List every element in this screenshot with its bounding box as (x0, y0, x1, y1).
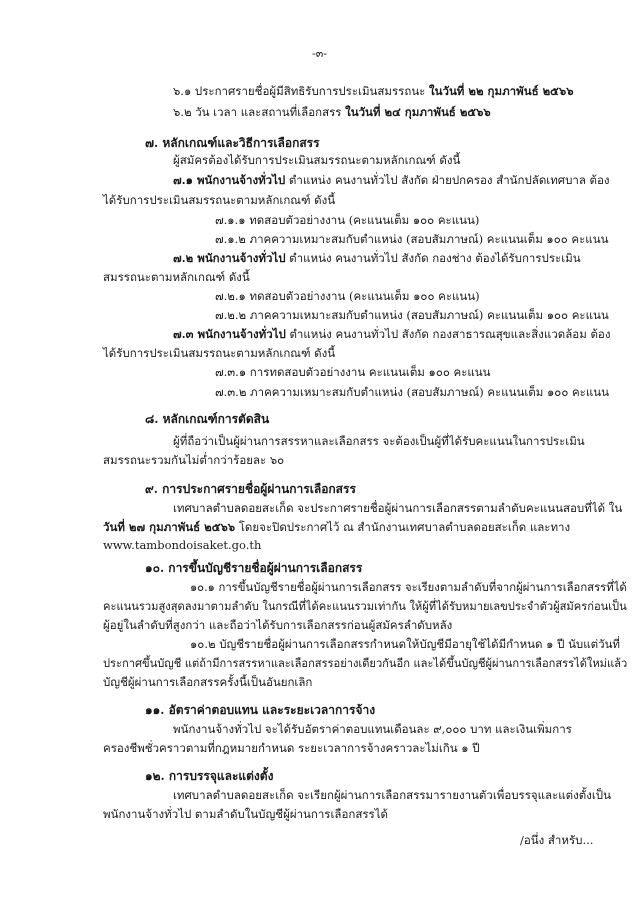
text-segment: /อนึ่ง สำหรับ... (520, 833, 594, 847)
text-segment: พนักงานจ้างทั่วไป ตามลำดับในบัญชีผู้ผ่านการเลือกสรรได้ (103, 807, 388, 821)
text-segment: ๗.๓.๒ ภาคความเหมาะสมกับตำแหน่ง (สอบสัมภาษณ์) คะแนนเต็ม ๑๐๐ คะแนน (215, 385, 609, 399)
text-segment: วันที่ ๒๗ กุมภาพันธ์ ๒๕๖๖ (103, 520, 236, 534)
line-7-3-2 (215, 385, 609, 399)
text-segment: ๘. หลักเกณฑ์การตัดสิน (145, 412, 270, 426)
text-segment: เทศบาลตำบลดอยสะเก็ด จะเรียกผู้ผ่านการเลือกสรรมารายงานตัวเพื่อบรรจุและแต่งตั้งเป็น (173, 788, 611, 802)
text-segment: ผู้ที่ถือว่าเป็นผู้ผ่านการสรรหาและเลือกสรร จะต้องเป็นผู้ที่ได้รับคะแนนในการประเมิน (173, 434, 585, 448)
text-segment: ครองชีพชั่วคราวตามที่กฎหมายกำหนด ระยะเวลาการจ้างคราวละไม่เกิน ๑ ปี (103, 741, 480, 755)
text-segment: ได้รับการประเมินสมรรถนะตามหลักเกณฑ์ ดังนี้ (103, 193, 336, 207)
text-segment: ๗.๑ พนักงานจ้างทั่วไป (173, 173, 286, 187)
line-7-2-1 (215, 289, 480, 303)
line-7-1 (173, 173, 610, 187)
line-7-3-cont (103, 346, 335, 360)
text-segment: ๗.๑.๑ ทดสอบตัวอย่างงาน (คะแนนเต็ม ๑๐๐ คะแนน) (215, 213, 480, 227)
text-segment: ตำแหน่ง คนงานทั่วไป สังกัด กองสาธารณสุขและสิ่งแวดล้อม ต้อง (285, 327, 611, 341)
line-6-2 (173, 105, 491, 119)
text-segment: ๗.๓.๑ การทดสอบตัวอย่างงาน คะแนนเต็ม ๑๐๐ คะแนน (215, 365, 491, 379)
text-segment: ประกาศขึ้นบัญชี แต่ถ้ามีการสรรหาและเลือกสรรอย่างเดียวกันอีก และได้ขึ้นบัญชีผู้ผ่านการเลือกสรรได้ใหม่แล้ว (103, 656, 628, 670)
text-segment: ผู้อยู่ในลำดับที่สูงกว่า และถือว่าได้รับการเลือกสรรก่อนผู้สมัครลำดับหลัง (103, 618, 453, 632)
line-6-1 (173, 84, 574, 98)
text-segment: ๑๑. อัตราค่าตอบแทน และระยะเวลาการจ้าง (145, 703, 376, 717)
text-segment: ในวันที่ ๒๔ กุมภาพันธ์ ๒๕๖๖ (345, 105, 491, 119)
text-segment: ๖.๑ ประกาศรายชื่อผู้มีสิทธิรับการประเมินสมรรถนะ (173, 84, 430, 98)
text-segment: ได้รับการประเมินสมรรถนะตามหลักเกณฑ์ ดังนี้ (103, 346, 336, 360)
text-segment: ๙. การประกาศรายชื่อผู้ผ่านการเลือกสรร (145, 482, 356, 496)
text-segment: คะแนนรวมสูงสุดลงมาตามลำดับ ในกรณีที่ได้คะแนนรวมเท่ากัน ให้ผู้ที่ได้รับหมายเลขประจำตัวผู้สมัครก่อนเป็น (103, 599, 627, 613)
line-10-2 (190, 637, 620, 651)
text-segment: ๗.๑.๒ ภาคความเหมาะสมกับตำแหน่ง (สอบสัมภาษณ์) คะแนนเต็ม ๑๐๐ คะแนน (215, 232, 609, 246)
line-10-2-cont2 (103, 675, 312, 689)
line-7-2-2 (215, 308, 609, 322)
text-segment: ๑๐.๑ การขึ้นบัญชีรายชื่อผู้ผ่านการเลือกสรร จะเรียงตามลำดับที่จากผู้ผ่านการเลือกสรรที่ได้ (190, 580, 627, 594)
line-11-body-cont (103, 741, 480, 755)
line-12-body-cont (103, 807, 388, 821)
page-number: -๓- (312, 47, 327, 60)
continuation-note (520, 833, 593, 847)
text-segment: ๗.๓ พนักงานจ้างทั่วไป (173, 327, 286, 341)
website-link[interactable] (103, 538, 261, 552)
text-segment: ๗.๒.๒ ภาคความเหมาะสมกับตำแหน่ง (สอบสัมภาษณ์) คะแนนเต็ม ๑๐๐ คะแนน (215, 308, 609, 322)
line-7-1-1 (215, 213, 479, 227)
line-7-1-2 (215, 232, 608, 246)
heading-11 (145, 703, 375, 717)
line-10-2-cont (103, 656, 627, 670)
text-segment: ๗.๒.๑ ทดสอบตัวอย่างงาน (คะแนนเต็ม ๑๐๐ คะแนน) (215, 289, 480, 303)
line-9-body-cont (103, 520, 570, 534)
text-segment: ในวันที่ ๒๒ กุมภาพันธ์ ๒๕๖๖ (429, 84, 574, 98)
heading-8 (145, 412, 269, 426)
line-9-body (173, 501, 622, 515)
line-10-1-cont (103, 599, 627, 613)
line-7-3 (173, 327, 610, 341)
text-segment: พนักงานจ้างทั่วไป จะได้รับอัตราค่าตอบแทนเดือนละ ๙,๐๐๐ บาท และเงินเพิ่มการ (173, 722, 572, 736)
text-segment: ๗.๒ พนักงานจ้างทั่วไป (173, 251, 286, 265)
heading-10 (145, 561, 362, 575)
text-segment: สมรรถนะตามหลักเกณฑ์ ดังนี้ (103, 270, 250, 284)
text-segment: ตำแหน่ง คนงานทั่วไป สังกัด ฝ่ายปกครอง สำนักปลัดเทศบาล ต้อง (285, 173, 610, 187)
heading-12 (145, 769, 273, 783)
text-segment: สมรรถนะรวมกันไม่ต่ำกว่าร้อยละ ๖๐ (103, 453, 285, 467)
text-segment: ๑๐. การขึ้นบัญชีรายชื่อผู้ผ่านการเลือกสรร (145, 561, 363, 575)
text-segment: เทศบาลตำบลดอยสะเก็ด จะประกาศรายชื่อผู้ผ่านการเลือกสรรตามลำดับคะแนนสอบที่ได้ ใน (173, 501, 623, 515)
text-segment: บัญชีผู้ผ่านการเลือกสรรครั้งนี้เป็นอันยกเลิก (103, 675, 313, 689)
line-7-3-1 (215, 365, 491, 379)
line-8-body-cont (103, 453, 284, 467)
text-segment: ๑๐.๒ บัญชีรายชื่อผู้ผ่านการเลือกสรรกำหนดให้บัญชีมีอายุใช้ได้มีกำหนด ๑ ปี นับแต่วันที่ (190, 637, 621, 651)
line-7-2 (173, 251, 581, 265)
line-7-1-cont (103, 193, 335, 207)
line-7-2-cont (103, 270, 250, 284)
text-segment: www.tambondoisaket.go.th (103, 538, 262, 552)
line-7-intro (173, 153, 460, 167)
text-segment: ๗. หลักเกณฑ์และวิธีการเลือกสรร (145, 136, 320, 150)
line-12-body (173, 788, 611, 802)
line-8-body (173, 434, 585, 448)
text-segment: ๑๒. การบรรจุและแต่งตั้ง (145, 769, 274, 783)
heading-7 (145, 136, 320, 150)
line-10-1-cont2 (103, 618, 452, 632)
text-segment: ผู้สมัครต้องได้รับการประเมินสมรรถนะตามหลักเกณฑ์ ดังนี้ (173, 153, 461, 167)
text-segment: ตำแหน่ง คนงานทั่วไป สังกัด กองช่าง ต้องได้รับการประเมิน (285, 251, 581, 265)
line-10-1 (190, 580, 627, 594)
text-segment: โดยจะปิดประกาศไว้ ณ สำนักงานเทศบาลตำบลดอยสะเก็ด และทาง (235, 520, 571, 534)
line-11-body (173, 722, 572, 736)
text-segment: ๖.๒ วัน เวลา และสถานที่เลือกสรร (173, 105, 346, 119)
heading-9 (145, 482, 356, 496)
